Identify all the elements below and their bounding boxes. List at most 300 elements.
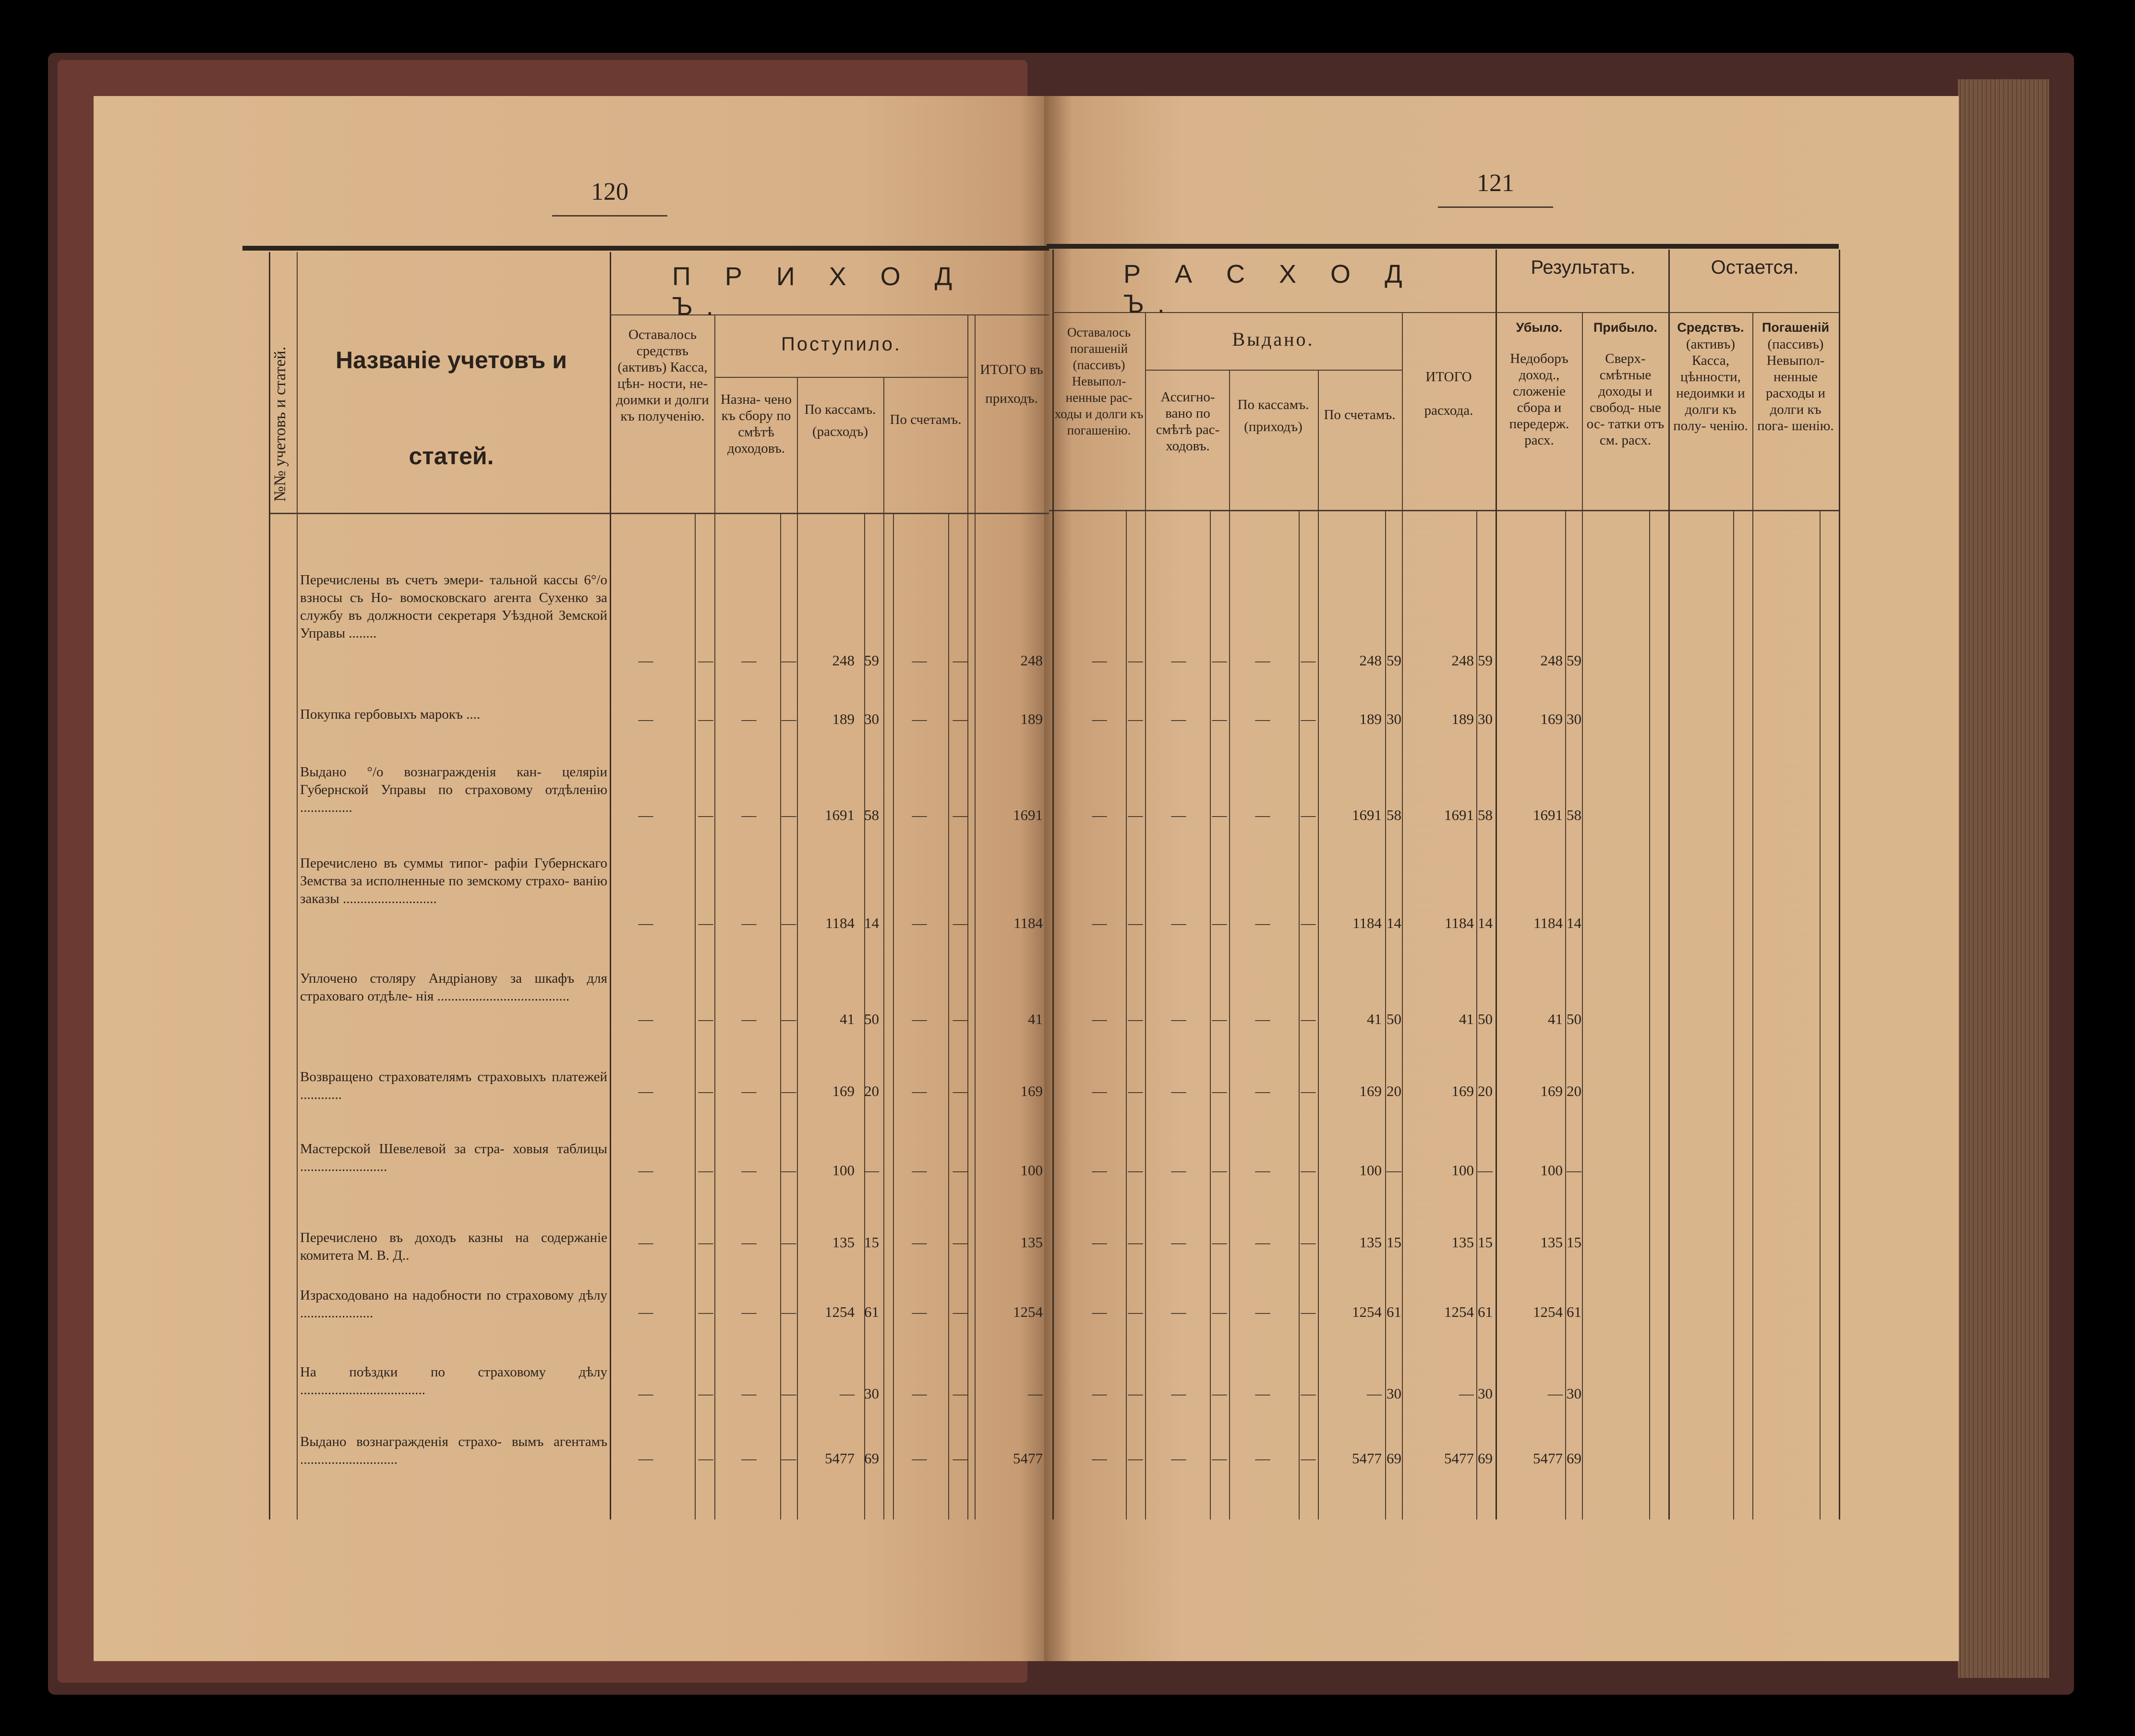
- rashod-schet-rubles: 189: [1359, 711, 1382, 727]
- dash-mark: —: [1128, 1083, 1143, 1099]
- postupilo-header: Поступило.: [781, 334, 902, 355]
- rashod-schet-rubles: 5477: [1352, 1450, 1382, 1467]
- prihod-kassa-rubles: 1254: [825, 1303, 855, 1320]
- rashod-schet-kopecks: 15: [1387, 1234, 1401, 1251]
- dash-mark: —: [741, 807, 757, 823]
- dash-mark: —: [741, 711, 757, 727]
- ubylo-kopecks: 15: [1567, 1234, 1581, 1251]
- prihod-kassa-rubles: 169: [832, 1083, 855, 1099]
- rashod-schet-rubles: 1184: [1352, 915, 1382, 931]
- header-rule: [714, 377, 967, 378]
- kop-rule: [893, 514, 894, 1519]
- dash-mark: —: [912, 711, 927, 727]
- row-number-header: №№ учетовъ и статей.: [271, 346, 289, 502]
- rashod-schet-rubles: —: [1367, 1385, 1382, 1402]
- table-top-rule: [1047, 244, 1839, 249]
- dash-mark: —: [953, 1303, 968, 1320]
- itogo-rashoda-kopecks: 20: [1478, 1083, 1493, 1099]
- prihod-kassa-rubles: 1184: [825, 915, 855, 931]
- itogo-rashoda-rubles: 41: [1459, 1011, 1474, 1027]
- dash-mark: —: [1092, 1450, 1107, 1467]
- dash-mark: —: [953, 1083, 968, 1099]
- dash-mark: —: [1255, 1303, 1270, 1320]
- dash-mark: —: [1128, 711, 1143, 727]
- dash-mark: —: [781, 711, 796, 727]
- dash-mark: —: [638, 915, 653, 931]
- dash-mark: —: [912, 652, 927, 669]
- dash-mark: —: [638, 652, 653, 669]
- itogo-prihod-rubles: 1254: [1013, 1303, 1043, 1320]
- dash-mark: —: [781, 915, 796, 931]
- dash-mark: —: [1212, 1162, 1227, 1179]
- dash-mark: —: [953, 1162, 968, 1179]
- pogash-title: Погашеній: [1761, 320, 1830, 335]
- dash-mark: —: [698, 1083, 713, 1099]
- itogo-rashoda-rubles: 169: [1451, 1083, 1474, 1099]
- sredstv-title: Средствъ.: [1677, 320, 1744, 335]
- page-edges: [1958, 79, 2049, 1678]
- dash-mark: —: [1212, 915, 1227, 931]
- dash-mark: —: [1301, 807, 1316, 823]
- dash-mark: —: [1128, 1234, 1143, 1251]
- pribylo-title: Прибыло.: [1593, 320, 1658, 335]
- itogo-rashoda-kopecks: 14: [1478, 915, 1493, 931]
- itogo-rashoda-rubles: 189: [1451, 711, 1474, 727]
- itogo-rashoda-kopecks: 59: [1478, 652, 1493, 669]
- dash-mark: —: [1255, 711, 1270, 727]
- dash-mark: —: [638, 1450, 653, 1467]
- dash-mark: —: [781, 652, 796, 669]
- itogo-rashoda-kopecks: 69: [1478, 1450, 1493, 1467]
- dash-mark: —: [781, 1162, 796, 1179]
- ubylo-kopecks: 59: [1567, 652, 1581, 669]
- kop-rule: [1733, 511, 1734, 1519]
- vydano-header: Выдано.: [1232, 328, 1315, 350]
- po-kassam-prihod-header: По кассамъ. (приходъ): [1237, 397, 1309, 434]
- dash-mark: —: [1128, 915, 1143, 931]
- rashod-schet-rubles: 1691: [1352, 807, 1382, 823]
- dash-mark: —: [1212, 1011, 1227, 1027]
- rashod-schet-kopecks: 58: [1387, 807, 1401, 823]
- po-schetam-header: По счетамъ.: [890, 412, 962, 427]
- dash-mark: —: [741, 652, 757, 669]
- row-entry-text: Покупка гербовыхъ марокъ ....: [300, 707, 481, 722]
- ubylo-rubles: 1254: [1533, 1303, 1563, 1320]
- dash-mark: —: [1212, 1234, 1227, 1251]
- dash-mark: —: [698, 1385, 713, 1402]
- po-kassam-header: По кассамъ. (расходъ): [804, 402, 876, 439]
- dash-mark: —: [1301, 1011, 1316, 1027]
- ubylo-kopecks: 30: [1567, 711, 1581, 727]
- dash-mark: —: [638, 1234, 653, 1251]
- ubylo-kopecks: —: [1567, 1162, 1581, 1179]
- dash-mark: —: [741, 1083, 757, 1099]
- dash-mark: —: [638, 1385, 653, 1402]
- itogo-rashoda-header: ИТОГО расхода.: [1424, 369, 1473, 418]
- kop-rule: [948, 514, 949, 1519]
- prihod-kassa-rubles: 100: [832, 1162, 855, 1179]
- prihod-kassa-kopecks: 30: [864, 1385, 879, 1402]
- dash-mark: —: [953, 652, 968, 669]
- ubylo-kopecks: 50: [1567, 1011, 1581, 1027]
- dash-mark: —: [638, 1083, 653, 1099]
- dash-mark: —: [1171, 1234, 1186, 1251]
- row-entry-text: Израсходовано на надобности по страховому дѣлу .....................: [300, 1288, 607, 1321]
- ubylo-rubles: —: [1548, 1385, 1563, 1402]
- dash-mark: —: [1255, 1234, 1270, 1251]
- dash-mark: —: [1255, 1011, 1270, 1027]
- dash-mark: —: [1301, 1083, 1316, 1099]
- dash-mark: —: [1212, 1083, 1227, 1099]
- itogo-prihod-rubles: 248: [1020, 652, 1043, 669]
- dash-mark: —: [1171, 807, 1186, 823]
- ubylo-kopecks: 14: [1567, 915, 1581, 931]
- dash-mark: —: [953, 1234, 968, 1251]
- rashod-schet-kopecks: 59: [1387, 652, 1401, 669]
- dash-mark: —: [953, 1450, 968, 1467]
- row-entry-text: Выдано °/о вознагражденія кан- целяріи Губернской Управы по страховому отдѣленію ...............: [300, 764, 607, 815]
- row-entry-text: Перечислены въ счетъ эмери- тальной кассы 6°/о взносы съ Но- вомосковскаго агента Сухенко за службу въ должности секретаря Уѣздной Земской Управы ........: [300, 572, 607, 641]
- col-rule: [1145, 312, 1146, 1519]
- rashod-schet-rubles: 248: [1359, 652, 1382, 669]
- dash-mark: —: [1092, 1162, 1107, 1179]
- itogo-rashoda-kopecks: 58: [1478, 807, 1493, 823]
- itogo-rashoda-rubles: 135: [1451, 1234, 1474, 1251]
- kop-rule: [1820, 511, 1821, 1519]
- dash-mark: —: [912, 1162, 927, 1179]
- itogo-rashoda-rubles: 100: [1451, 1162, 1474, 1179]
- itogo-prihod-rubles: 1184: [1013, 915, 1043, 931]
- kop-rule: [1476, 511, 1477, 1519]
- row-entry-text: Перечислено въ суммы типог- рафіи Губернскаго Земства за исполненные по земскому страхо- ванію заказы ...........................: [300, 856, 607, 906]
- col-rule: [797, 377, 798, 1519]
- itogo-prihod-rubles: 189: [1020, 711, 1043, 727]
- prihod-kassa-rubles: 41: [840, 1011, 855, 1027]
- dash-mark: —: [1171, 1303, 1186, 1320]
- dash-mark: —: [1128, 807, 1143, 823]
- dash-mark: —: [1301, 652, 1316, 669]
- itogo-rashoda-kopecks: 30: [1478, 711, 1493, 727]
- prihod-kassa-rubles: 248: [832, 652, 855, 669]
- dash-mark: —: [781, 1303, 796, 1320]
- row-entry-text: Выдано вознагражденія страхо- вымъ агентамъ ............................: [300, 1434, 607, 1467]
- name-column-header: Названіе учетовъ и статей.: [336, 347, 567, 470]
- rashod-schet-rubles: 135: [1359, 1234, 1382, 1251]
- dash-mark: —: [698, 1162, 713, 1179]
- ubylo-rubles: 100: [1540, 1162, 1563, 1179]
- ubylo-rubles: 1691: [1533, 807, 1563, 823]
- dash-mark: —: [1171, 1083, 1186, 1099]
- dash-mark: —: [638, 1011, 653, 1027]
- dash-mark: —: [1171, 1385, 1186, 1402]
- itogo-rashoda-rubles: 1184: [1445, 915, 1474, 931]
- dash-mark: —: [912, 1083, 927, 1099]
- itogo-rashoda-kopecks: 50: [1478, 1011, 1493, 1027]
- dash-mark: —: [1092, 807, 1107, 823]
- dash-mark: —: [698, 1011, 713, 1027]
- ostavalos-pogasheniy-header: Оставалось погашеній (пассивъ) Невыпол- ненные рас- ходы и долги къ погашенію.: [1054, 325, 1144, 437]
- dash-mark: —: [741, 1385, 757, 1402]
- dash-mark: —: [1255, 1162, 1270, 1179]
- dash-mark: —: [953, 1011, 968, 1027]
- dash-mark: —: [698, 807, 713, 823]
- dash-mark: —: [1092, 1385, 1107, 1402]
- prihod-kassa-rubles: —: [840, 1385, 855, 1402]
- rashod-schet-rubles: 169: [1359, 1083, 1382, 1099]
- ubylo-kopecks: 20: [1567, 1083, 1581, 1099]
- col-rule: [1668, 250, 1670, 1519]
- dash-mark: —: [1128, 1385, 1143, 1402]
- dash-mark: —: [912, 1234, 927, 1251]
- dash-mark: —: [741, 1234, 757, 1251]
- dash-mark: —: [1171, 1011, 1186, 1027]
- itogo-rashoda-rubles: 5477: [1444, 1450, 1474, 1467]
- rashod-schet-kopecks: —: [1387, 1162, 1401, 1179]
- prihod-kassa-kopecks: 59: [864, 652, 879, 669]
- col-rule: [1839, 250, 1840, 1519]
- rashod-schet-kopecks: 14: [1387, 915, 1401, 931]
- dash-mark: —: [912, 1450, 927, 1467]
- dash-mark: —: [698, 915, 713, 931]
- itogo-rashoda-kopecks: 30: [1478, 1385, 1493, 1402]
- row-entry-text: Уплочено столяру Андріанову за шкафъ для страховаго отдѣле- нія ......................................: [300, 971, 607, 1004]
- ubylo-rubles: 135: [1540, 1234, 1563, 1251]
- pribylo-header: Сверх- смѣтные доходы и свобод- ные ос- татки отъ см. расх.: [1586, 351, 1665, 448]
- ubylo-rubles: 5477: [1533, 1450, 1563, 1467]
- itogo-rashoda-rubles: —: [1459, 1385, 1474, 1402]
- row-entry-text: Перечислено въ доходъ казны на содержаніе комитета М. В. Д..: [300, 1230, 607, 1263]
- prihod-kassa-kopecks: 14: [864, 915, 879, 931]
- dash-mark: —: [953, 915, 968, 931]
- dash-mark: —: [741, 915, 757, 931]
- dash-mark: —: [1301, 711, 1316, 727]
- dash-mark: —: [638, 711, 653, 727]
- assignovano-header: Ассигно- вано по смѣтѣ рас- ходовъ.: [1156, 389, 1220, 454]
- dash-mark: —: [698, 652, 713, 669]
- dash-mark: —: [1171, 1450, 1186, 1467]
- ubylo-kopecks: 69: [1567, 1450, 1581, 1467]
- naznacheno-header: Назна- чено къ сбору по смѣтѣ доходовъ.: [720, 392, 792, 456]
- col-rule: [1052, 250, 1054, 1519]
- col-rule: [883, 377, 884, 1519]
- dash-mark: —: [1092, 1303, 1107, 1320]
- table-top-rule: [242, 246, 1049, 251]
- itogo-prihod-rubles: —: [1028, 1385, 1043, 1402]
- dash-mark: —: [781, 807, 796, 823]
- dash-mark: —: [1128, 1011, 1143, 1027]
- itogo-prihod-rubles: 100: [1020, 1162, 1043, 1179]
- dash-mark: —: [1301, 1234, 1316, 1251]
- col-rule: [297, 252, 298, 1519]
- dash-mark: —: [1255, 915, 1270, 931]
- ubylo-rubles: 169: [1540, 1083, 1563, 1099]
- dash-mark: —: [1255, 652, 1270, 669]
- dash-mark: —: [1255, 1083, 1270, 1099]
- prihod-kassa-rubles: 135: [832, 1234, 855, 1251]
- dash-mark: —: [1128, 1303, 1143, 1320]
- prihod-kassa-kopecks: 20: [864, 1083, 879, 1099]
- itogo-prihod-rubles: 1691: [1013, 807, 1043, 823]
- rashod-schet-rubles: 100: [1359, 1162, 1382, 1179]
- sredstv-header: (активъ) Касса, цѣнности, недоимки и долги къ полу- ченію.: [1673, 337, 1748, 434]
- dash-mark: —: [741, 1011, 757, 1027]
- dash-mark: —: [1255, 1385, 1270, 1402]
- itogo-prihod-rubles: 41: [1028, 1011, 1043, 1027]
- col-rule: [1318, 370, 1319, 1519]
- dash-mark: —: [1128, 652, 1143, 669]
- itogo-rashoda-kopecks: 61: [1478, 1303, 1493, 1320]
- dash-mark: —: [1092, 1234, 1107, 1251]
- dash-mark: —: [1301, 915, 1316, 931]
- prihod-kassa-kopecks: 61: [864, 1303, 879, 1320]
- page-number-rule: [552, 215, 667, 217]
- kop-rule: [695, 514, 696, 1519]
- col-rule: [269, 252, 270, 1519]
- ubylo-rubles: 248: [1540, 652, 1563, 669]
- rashod-schet-rubles: 1254: [1352, 1303, 1382, 1320]
- dash-mark: —: [698, 711, 713, 727]
- prihod-kassa-kopecks: 15: [864, 1234, 879, 1251]
- rashod-schet-kopecks: 61: [1387, 1303, 1401, 1320]
- prihod-kassa-kopecks: —: [864, 1162, 879, 1179]
- dash-mark: —: [698, 1303, 713, 1320]
- itogo-rashoda-rubles: 1691: [1444, 807, 1474, 823]
- ubylo-title: Убыло.: [1516, 320, 1563, 335]
- col-rule: [1752, 312, 1753, 1519]
- rashod-schet-kopecks: 69: [1387, 1450, 1401, 1467]
- dash-mark: —: [1212, 711, 1227, 727]
- rashod-schet-rubles: 41: [1367, 1011, 1382, 1027]
- ubylo-kopecks: 58: [1567, 807, 1581, 823]
- dash-mark: —: [1092, 1011, 1107, 1027]
- prihod-kassa-kopecks: 50: [864, 1011, 879, 1027]
- rashod-schet-kopecks: 30: [1387, 711, 1401, 727]
- dash-mark: —: [741, 1450, 757, 1467]
- dash-mark: —: [781, 1385, 796, 1402]
- dash-mark: —: [1255, 1450, 1270, 1467]
- itogo-prihod-header: ИТОГО въ приходъ.: [980, 362, 1043, 406]
- page-number-rule: [1438, 206, 1553, 208]
- dash-mark: —: [1212, 1303, 1227, 1320]
- ubylo-header: Недоборъ доход., сложеніе сбора и передерж. расх.: [1509, 351, 1569, 448]
- dash-mark: —: [953, 1385, 968, 1402]
- kop-rule: [1385, 511, 1386, 1519]
- itogo-rashoda-kopecks: 15: [1478, 1234, 1493, 1251]
- dash-mark: —: [1171, 915, 1186, 931]
- dash-mark: —: [1301, 1450, 1316, 1467]
- dash-mark: —: [781, 1011, 796, 1027]
- dash-mark: —: [912, 915, 927, 931]
- ubylo-rubles: 169: [1540, 711, 1563, 727]
- ubylo-kopecks: 61: [1567, 1303, 1581, 1320]
- itogo-rashoda-rubles: 248: [1451, 652, 1474, 669]
- ubylo-rubles: 41: [1548, 1011, 1563, 1027]
- dash-mark: —: [953, 711, 968, 727]
- dash-mark: —: [741, 1303, 757, 1320]
- dash-mark: —: [1212, 807, 1227, 823]
- dash-mark: —: [1171, 1162, 1186, 1179]
- dash-mark: —: [698, 1450, 713, 1467]
- header-bottom-rule: [269, 513, 1049, 514]
- page-number-left: 120: [591, 178, 628, 205]
- itogo-prihod-rubles: 135: [1020, 1234, 1043, 1251]
- col-rule: [610, 252, 611, 1519]
- header-bottom-rule: [1049, 510, 1839, 511]
- col-rule: [1496, 250, 1497, 1519]
- dash-mark: —: [1171, 711, 1186, 727]
- dash-mark: —: [912, 1011, 927, 1027]
- dash-mark: —: [1212, 1385, 1227, 1402]
- prihod-kassa-rubles: 1691: [825, 807, 855, 823]
- header-rule: [1145, 370, 1402, 371]
- po-schetam-header: По счетамъ.: [1324, 407, 1396, 422]
- dash-mark: —: [741, 1162, 757, 1179]
- page-number-right: 121: [1477, 169, 1514, 197]
- dash-mark: —: [1092, 915, 1107, 931]
- itogo-rashoda-kopecks: —: [1478, 1162, 1493, 1179]
- remain-header: Остается.: [1711, 257, 1799, 278]
- ubylo-kopecks: 30: [1567, 1385, 1581, 1402]
- dash-mark: —: [638, 1303, 653, 1320]
- dash-mark: —: [1255, 807, 1270, 823]
- itogo-prihod-rubles: 5477: [1013, 1450, 1043, 1467]
- ostavalos-sredstv-header: Оставалось средствъ (активъ) Касса, цѣн- ности, не- доимки и долги къ полученію.: [616, 327, 709, 424]
- dash-mark: —: [781, 1083, 796, 1099]
- col-rule: [1229, 370, 1230, 1519]
- dash-mark: —: [1092, 1083, 1107, 1099]
- dash-mark: —: [1301, 1303, 1316, 1320]
- kop-rule: [1649, 511, 1650, 1519]
- dash-mark: —: [1212, 652, 1227, 669]
- rashod-schet-kopecks: 30: [1387, 1385, 1401, 1402]
- row-entry-text: Мастерской Шевелевой за стра- ховыя таблицы .........................: [300, 1141, 607, 1174]
- dash-mark: —: [1171, 652, 1186, 669]
- itogo-prihod-rubles: 169: [1020, 1083, 1043, 1099]
- dash-mark: —: [1301, 1385, 1316, 1402]
- dash-mark: —: [953, 807, 968, 823]
- prihod-kassa-kopecks: 69: [864, 1450, 879, 1467]
- dash-mark: —: [912, 1303, 927, 1320]
- dash-mark: —: [1301, 1162, 1316, 1179]
- dash-mark: —: [1212, 1450, 1227, 1467]
- prihod-kassa-kopecks: 30: [864, 711, 879, 727]
- dash-mark: —: [1092, 711, 1107, 727]
- dash-mark: —: [912, 807, 927, 823]
- dash-mark: —: [638, 1162, 653, 1179]
- dash-mark: —: [638, 807, 653, 823]
- rashod-schet-kopecks: 50: [1387, 1011, 1401, 1027]
- row-entry-text: На поѣздки по страховому дѣлу ....................................: [300, 1364, 607, 1398]
- dash-mark: —: [1128, 1450, 1143, 1467]
- prihod-kassa-kopecks: 58: [864, 807, 879, 823]
- dash-mark: —: [1092, 652, 1107, 669]
- kop-rule: [1565, 511, 1566, 1519]
- dash-mark: —: [698, 1234, 713, 1251]
- rashod-schet-kopecks: 20: [1387, 1083, 1401, 1099]
- pogash-header: (пассивъ) Невыпол- ненные расходы и долги къ пога- шенію.: [1757, 337, 1834, 434]
- itogo-rashoda-rubles: 1254: [1444, 1303, 1474, 1320]
- row-entry-text: Возвращено страхователямъ страховыхъ платежей ............: [300, 1069, 607, 1102]
- prihod-header: П Р И Х О Д Ъ.: [672, 262, 966, 321]
- rashod-header: Р А С Х О Д Ъ.: [1123, 260, 1416, 318]
- dash-mark: —: [912, 1385, 927, 1402]
- result-header: Результатъ.: [1531, 257, 1636, 278]
- dash-mark: —: [781, 1234, 796, 1251]
- prihod-kassa-rubles: 5477: [825, 1450, 855, 1467]
- dash-mark: —: [781, 1450, 796, 1467]
- dash-mark: —: [1128, 1162, 1143, 1179]
- ubylo-rubles: 1184: [1533, 915, 1563, 931]
